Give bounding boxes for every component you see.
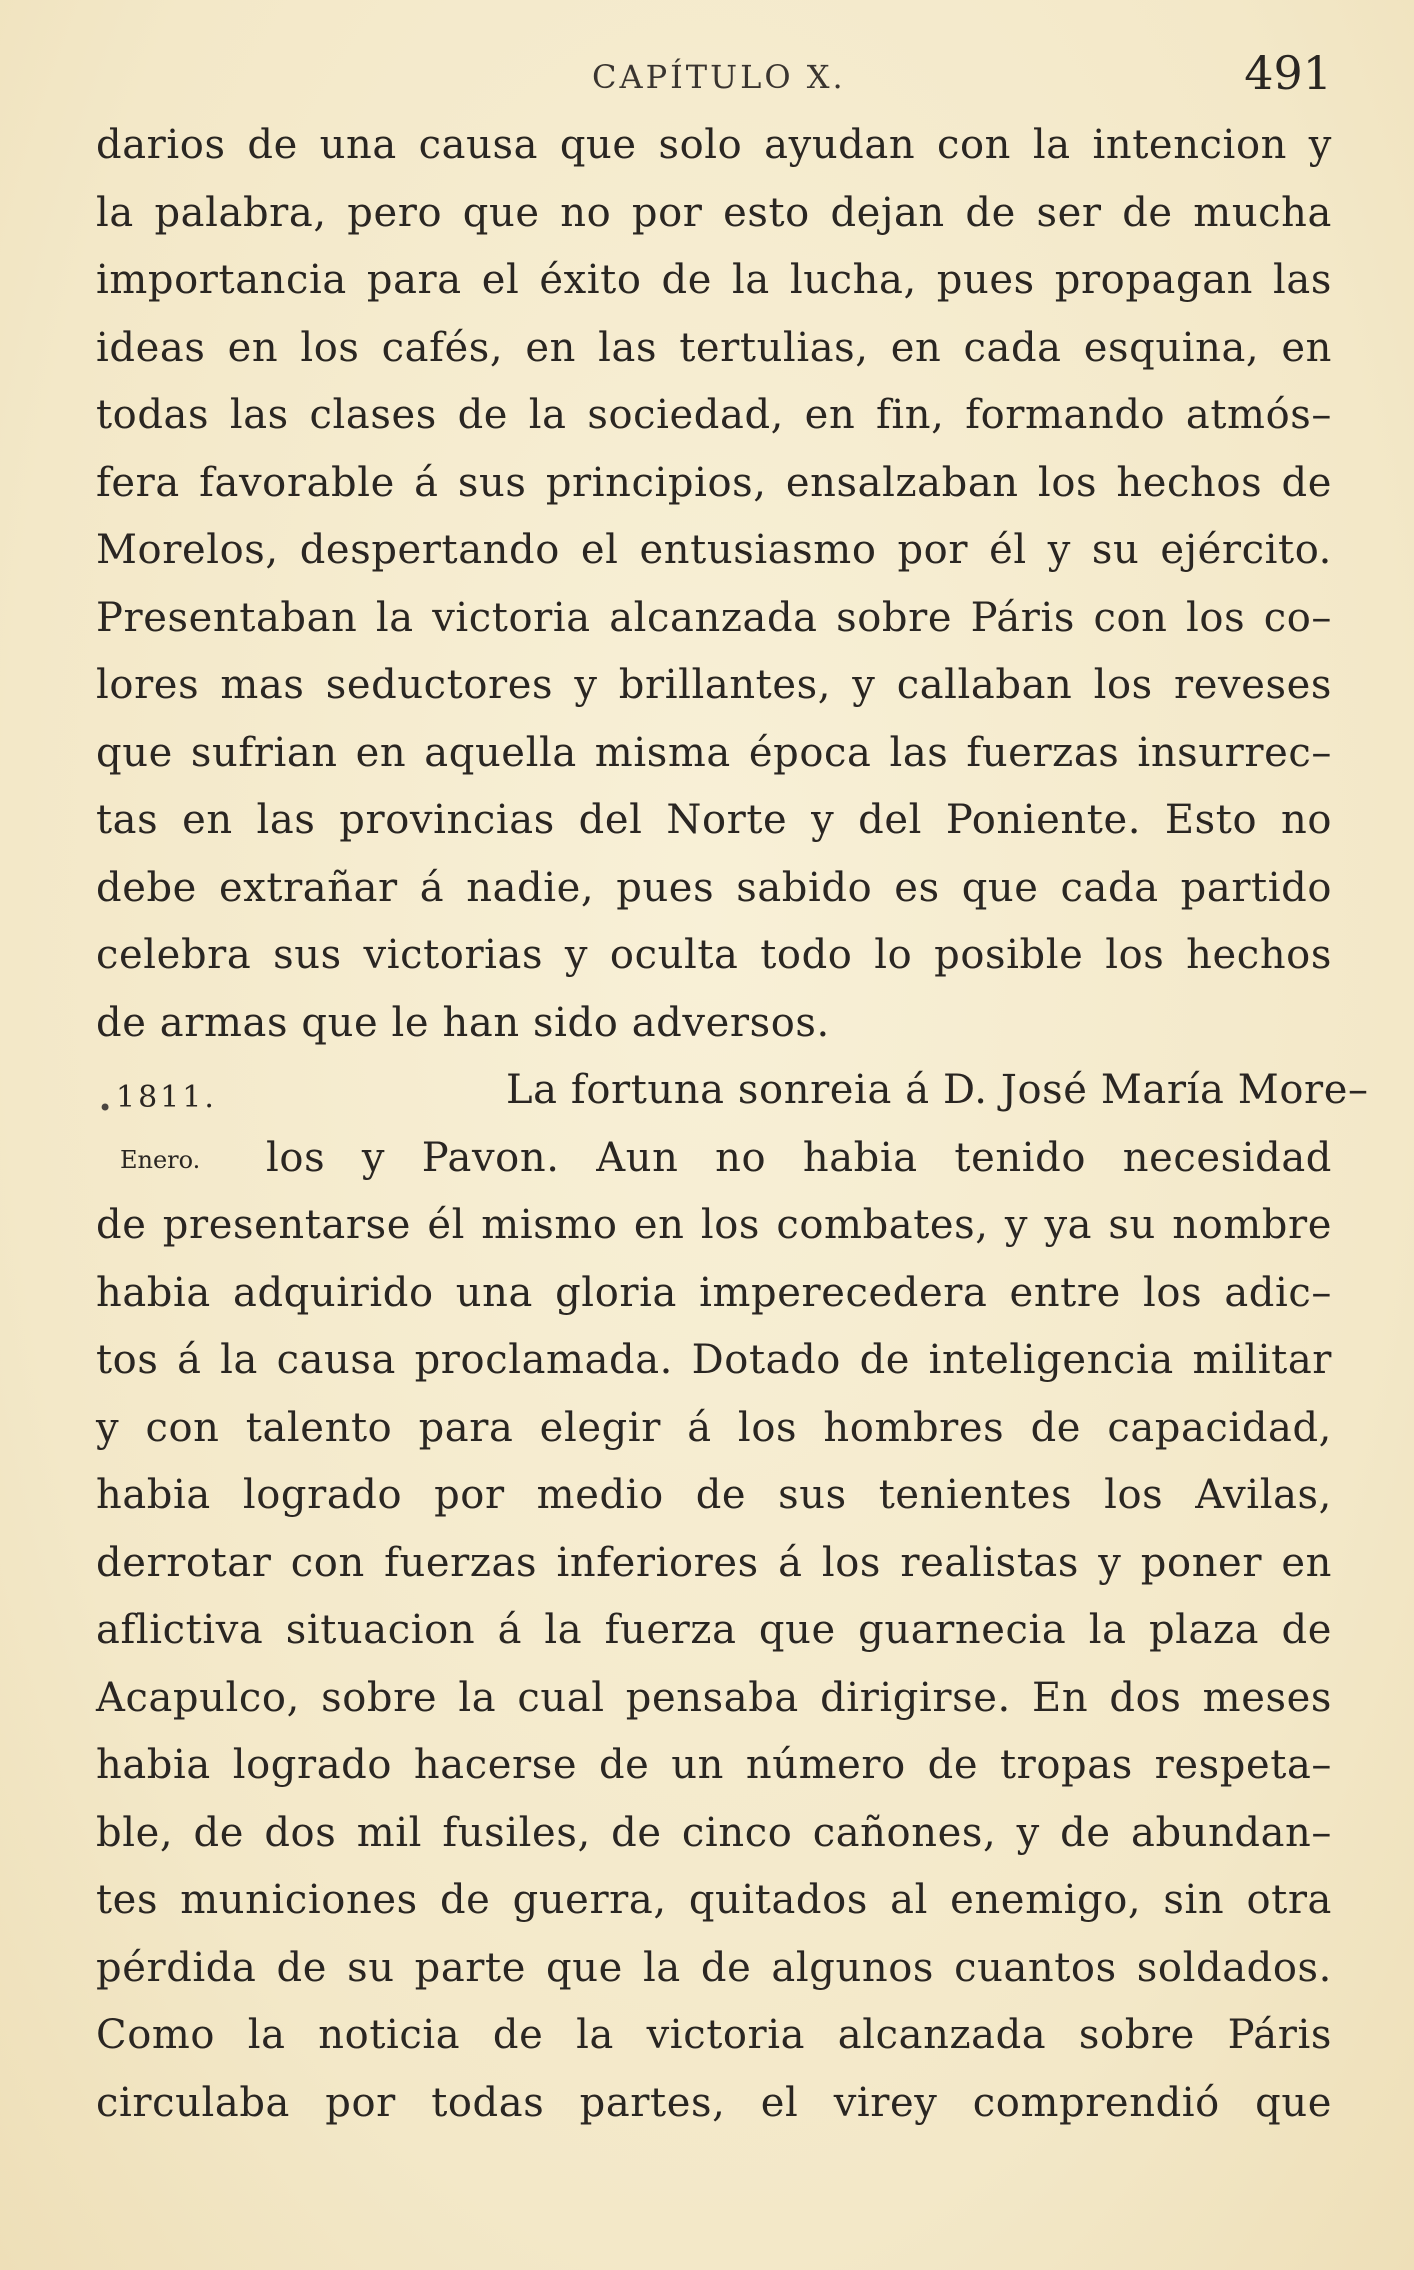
text-line: ideas en los cafés, en las tertulias, en cada esquina, en (96, 324, 1332, 371)
text-line: de presentarse él mismo en los combates, y ya su nombre (96, 1202, 1332, 1248)
text-line: tes municiones de guerra, quitados al enemigo, sin otra (96, 1877, 1332, 1923)
text-line: ble, de dos mil fusiles, de cinco cañones, y de abundan– (96, 1809, 1332, 1856)
text-line: fera favorable á sus principios, ensalzaban los hechos de (96, 459, 1332, 506)
text-line: La fortuna sonreia á D. José María More– (506, 1067, 1369, 1113)
text-line: y con talento para elegir á los hombres de capacidad, (96, 1404, 1332, 1451)
text-line: pérdida de su parte que la de algunos cuantos soldados. (96, 1944, 1332, 1991)
text-line: habia logrado hacerse de un número de tropas respeta– (96, 1742, 1332, 1788)
text-line: Como la noticia de la victoria alcanzada sobre Páris (96, 2012, 1332, 2058)
body-text (96, 112, 1369, 2137)
text-line: importancia para el éxito de la lucha, pues propagan las (96, 257, 1332, 303)
marginal-note-month: Enero. (120, 1146, 201, 1174)
text-line: Presentaban la victoria alcanzada sobre Páris con los co– (96, 594, 1332, 641)
text-line: que sufrian en aquella misma época las fuerzas insurrec– (96, 729, 1332, 776)
running-head (0, 46, 1414, 106)
text-line: lores mas seductores y brillantes, y callaban los reveses (96, 662, 1332, 708)
text-line: tos á la causa proclamada. Dotado de inteligencia militar (96, 1337, 1332, 1383)
text-line: todas las clases de la sociedad, en fin, formando atmós– (96, 392, 1332, 438)
text-line: circulaba por todas partes, el virey comprendió que (96, 2079, 1332, 2126)
text-line: Acapulco, sobre la cual pensaba dirigirse. En dos meses (96, 1674, 1332, 1721)
margin-bullet: • (98, 1094, 113, 1122)
text-line: tas en las provincias del Norte y del Poniente. Esto no (96, 797, 1332, 843)
text-line: la palabra, pero que no por esto dejan de ser de mucha (96, 189, 1332, 236)
text-line: derrotar con fuerzas inferiores á los realistas y poner en (96, 1539, 1332, 1586)
marginal-note-year: 1811. (116, 1080, 217, 1115)
text-line: aflictiva situacion á la fuerza que guarnecia la plaza de (96, 1607, 1332, 1653)
text-line: debe extrañar á nadie, pues sabido es que cada partido (96, 864, 1332, 911)
page-number: 491 (1244, 46, 1332, 100)
text-line: darios de una causa que solo ayudan con la intencion y (96, 122, 1332, 168)
text-line: Morelos, despertando el entusiasmo por él y su ejército. (96, 527, 1332, 573)
text-line: habia adquirido una gloria imperecedera entre los adic– (96, 1269, 1332, 1316)
text-line: los y Pavon. Aun no habia tenido necesidad (266, 1134, 1332, 1181)
chapter-title: CAPÍTULO X. (592, 58, 846, 96)
text-line: celebra sus victorias y oculta todo lo posible los hechos (96, 932, 1332, 978)
text-line: de armas que le han sido adversos. (96, 999, 830, 1046)
text-line: habia logrado por medio de sus tenientes los Avilas, (96, 1472, 1332, 1518)
